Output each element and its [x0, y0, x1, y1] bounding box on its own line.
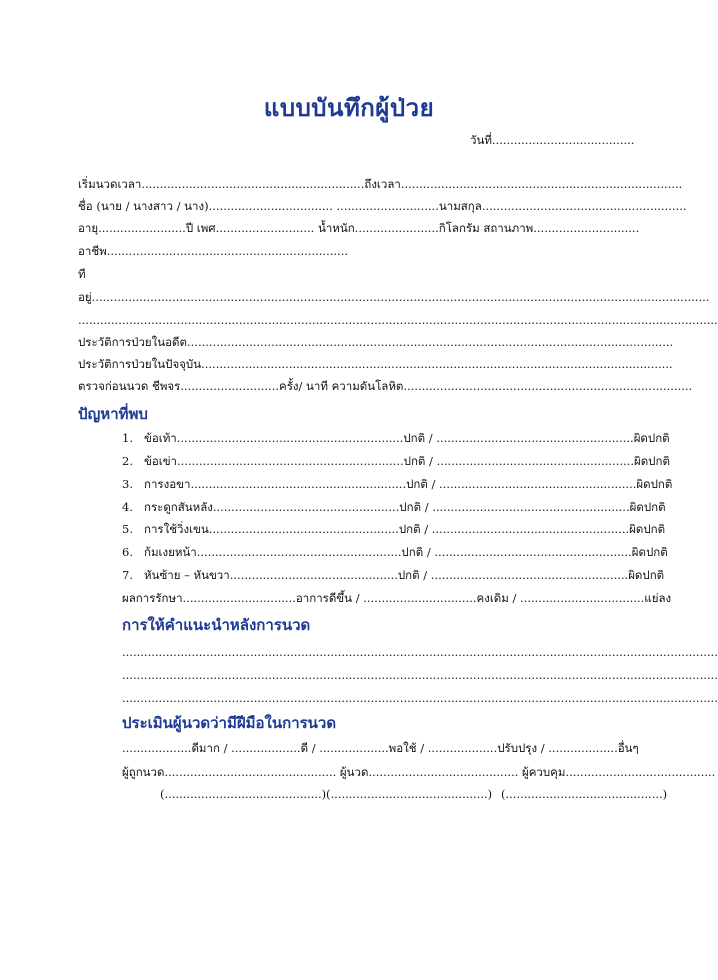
- advice-line[interactable]: ...................................................................................................................................................................: [122, 691, 718, 705]
- problem-item[interactable]: 4. กระดูกสันหลัง...................................................ปกติ / ......................................................ผิดปกติ: [122, 500, 666, 514]
- age-sex-weight-status-field[interactable]: อายุ........................ปี เพศ........................... น้ำหนัก.......................กิโลกรัม สถานภาพ.............................: [78, 221, 640, 235]
- patient-name-field[interactable]: ชื่อ (นาย / นางสาว / นาง).................................. ............................นามสกุล........................................................: [78, 199, 687, 213]
- past-history-field[interactable]: ประวัติการป่วยในอดีต.....................................................................................................................................: [78, 335, 674, 349]
- current-history-field[interactable]: ประวัติการป่วยในปัจจุบัน.................................................................................................................................: [78, 357, 673, 371]
- massage-time-field[interactable]: เริ่มนวดเวลา.............................................................ถึงเวลา.............................................................................: [78, 177, 683, 191]
- signers-field[interactable]: ผู้ถูกนวด............................................... ผู้นวด......................................... ผู้ควบคุม.........................................: [122, 765, 716, 779]
- signature-supervisor[interactable]: (...........................................): [501, 787, 668, 801]
- address-field[interactable]: อยู่.........................................................................................................................................................................: [78, 290, 710, 304]
- evaluation-heading: ประเมินผู้นวดว่ามีฝีมือในการนวด: [122, 714, 337, 732]
- signature-masseur[interactable]: (...........................................): [326, 787, 493, 801]
- evaluation-options-field[interactable]: ...................ดีมาก / ...................ดี / ...................พอใช้ / ...................ปรับปรุง / ...................อื่นๆ: [122, 741, 639, 755]
- treatment-result-field[interactable]: ผลการรักษา...............................อาการดีขึ้น / ...............................คงเดิม / ..................................แย่ลง: [122, 591, 672, 605]
- signature-patient[interactable]: (...........................................): [160, 787, 327, 801]
- problems-heading: ปัญหาที่พบ: [78, 405, 148, 423]
- problem-item[interactable]: 5. การใช้วิ่งเขน....................................................ปกติ / ......................................................ผิดปกติ: [122, 522, 666, 536]
- form-title: แบบบันทึกผู้ป่วย: [263, 93, 435, 122]
- problem-item[interactable]: 6. ก้มเงยหน้า........................................................ปกติ / ......................................................ผิดปกติ: [122, 545, 668, 559]
- pre-massage-check-field[interactable]: ตรวจก่อนนวด ชีพจร...........................ครั้ง/ นาที ความดันโลหิต...............................................................................: [78, 379, 693, 393]
- advice-heading: การให้คำแนะนำหลังการนวด: [122, 616, 311, 634]
- problem-item[interactable]: 2. ข้อเข่า..............................................................ปกติ / ......................................................ผิดปกติ: [122, 454, 670, 468]
- problem-item[interactable]: 3. การงอขา...........................................................ปกติ / ......................................................ผิดปกติ: [122, 477, 673, 491]
- problem-item[interactable]: 7. หันซ้าย – หันขวา..............................................ปกติ / ......................................................ผิดปกติ: [122, 568, 665, 582]
- date-field[interactable]: วันที่.......................................: [470, 133, 635, 147]
- advice-line[interactable]: ...................................................................................................................................................................: [122, 668, 718, 682]
- address-field-continued[interactable]: ...............................................................................................................................................................................: [78, 313, 718, 327]
- advice-line[interactable]: ...................................................................................................................................................................: [122, 645, 718, 659]
- occupation-field[interactable]: อาชีพ..................................................................: [78, 244, 349, 258]
- address-label-fragment: ที: [78, 267, 86, 281]
- problem-item[interactable]: 1. ข้อเท้า..............................................................ปกติ / ......................................................ผิดปกติ: [122, 431, 670, 445]
